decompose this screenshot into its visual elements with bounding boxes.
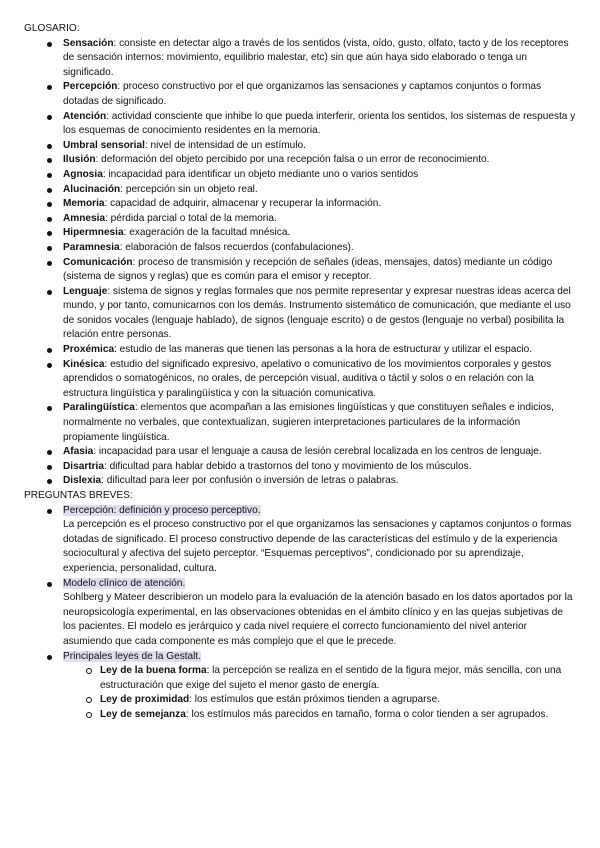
glosario-item: [24, 80, 576, 109]
glosario-term: Agnosia: [63, 168, 103, 180]
glosario-definition: : incapacidad para usar el lenguaje a causa de lesión cerebral localizada en los centros de lenguaje.: [93, 446, 542, 458]
glosario-item: [24, 445, 576, 460]
glosario-term: Alucinación: [63, 183, 121, 195]
glosario-item: [24, 139, 576, 154]
glosario-item: [24, 110, 576, 139]
gestalt-law-term: Ley de semejanza: [100, 708, 186, 720]
glosario-term: Hipermnesia: [63, 227, 124, 239]
glosario-definition: : elaboración de falsos recuerdos (confabulaciones).: [119, 241, 354, 253]
preguntas-heading: PREGUNTAS BREVES:: [24, 490, 133, 501]
glosario-term: Amnesia: [63, 212, 106, 224]
glosario-term: Afasia: [63, 446, 94, 458]
glosario-definition: : estudio de las maneras que tienen las personas a la hora de estructurar y utilizar el espacio.: [114, 344, 533, 356]
glosario-term: Ilusión: [63, 154, 96, 166]
glosario-definition: : dificultad para leer por confusión o inversión de letras o palabras.: [101, 475, 399, 487]
glosario-term: Disartria: [63, 460, 104, 472]
glosario-definition: : proceso constructivo por el que organizamos las sensaciones y captamos conjuntos o formas dotadas de significado.: [63, 81, 542, 107]
glosario-item: [24, 358, 576, 402]
glosario-definition: : sistema de signos y reglas formales que nos permite representar y expresar nuestras ideas acerca del mundo, y por tanto, comunicarnos con los demás. Instrumento sistemático de comunicación, que mediante el uso de sonidos vocales (lenguaje hablado), de signos (lenguaje escrito) o de gestos (lenguaje no verbal) posibilita la relación entre personas.: [63, 285, 571, 341]
glosario-definition: : incapacidad para identificar un objeto mediante uno o varios sentidos: [102, 168, 419, 180]
question-answer: La percepción es el proceso constructivo por el que organizamos las sensaciones y captamos conjuntos o formas dotadas de significado. El proceso constructivo depende de las características del estímulo y de la experiencia sociocultural y afectiva del sujeto perceptor. “Esquemas perceptivos”, condicionado por su aprendizaje, experiencia, personalidad, cultura.: [63, 519, 572, 574]
question-title: Modelo clínico de atención.: [63, 577, 186, 589]
glosario-definition: : proceso de transmisión y recepción de señales (ideas, mensajes, datos) mediante un código (sistema de signos y reglas) que es común para el emisor y receptor.: [63, 256, 553, 283]
glosario-term: Paramnesia: [63, 241, 120, 253]
gestalt-law-definition: : la percepción se realiza en el sentido de la figura mejor, más sencilla, con una estructuración que exige del sujeto el menor gasto de energía.: [100, 665, 562, 691]
glosario-term: Lenguaje: [63, 285, 108, 297]
glosario-definition: : percepción sin un objeto real.: [120, 183, 258, 195]
glosario-item: [24, 256, 576, 285]
glosario-definition: : dificultad para hablar debido a trastornos del tono y movimiento de los músculos.: [103, 460, 472, 472]
glosario-term: Dislexia: [63, 475, 102, 487]
glosario-item: [24, 241, 576, 256]
glosario-list: [24, 37, 576, 489]
question-answer: Sohlberg y Mateer describieron un modelo para la evaluación de la atención basado en los datos aportados por la neuropsicología experimental, en las observaciones obtenidas en el ámbito clínico y en las quejas subjetivas de los pacientes. El modelo es jerárquico y cada nivel requiere el correcto funcionamiento del nivel anterior asumiendo que cada componente es más complejo que el que le precede.: [63, 592, 573, 647]
gestalt-law-term: Ley de la buena forma: [100, 665, 207, 677]
glosario-definition: : capacidad de adquirir, almacenar y recuperar la información.: [104, 198, 382, 210]
glosario-definition: : elementos que acompañan a las emisiones lingüísticas y que constituyen señales e indicios, normalmente no verbales, que contextualizan, sugieren interpretaciones particulares de la información propiamente lingüística.: [63, 402, 554, 443]
glosario-item: [24, 183, 576, 198]
glosario-item: [24, 460, 576, 475]
glosario-definition: : exageración de la facultad mnésica.: [123, 227, 291, 239]
glosario-item: [24, 226, 576, 241]
gestalt-law-item: [24, 708, 576, 723]
glosario-term: Sensación: [63, 37, 114, 49]
glosario-term: Umbral sensorial: [63, 139, 145, 151]
question-item: [24, 650, 576, 665]
glosario-term: Memoria: [63, 198, 105, 210]
gestalt-law-definition: : los estímulos más parecidos en tamaño, forma o color tienden a ser agrupados.: [185, 708, 549, 720]
glosario-item: [24, 168, 576, 183]
question-item: [24, 577, 576, 650]
gestalt-law-definition: : los estímulos que están próximos tienden a agruparse.: [189, 694, 440, 706]
glosario-definition: : deformación del objeto percibido por una recepción falsa o un error de reconocimiento.: [95, 154, 490, 166]
glosario-definition: : actividad consciente que inhibe lo que pueda interferir, orienta los sentidos, los sistemas de respuesta y los esquemas de conocimiento residentes en la memoria.: [63, 110, 576, 137]
glosario-term: Proxémica: [63, 344, 115, 356]
question-item: [24, 504, 576, 577]
glosario-definition: : consiste en detectar algo a través de los sentidos (vista, oído, gusto, olfato, tacto y de los receptores de sensación internos: movimiento, equilibrio malestar, etc) sin que aún haya sido elaborado o tenga un significado.: [63, 37, 569, 78]
glosario-item: [24, 474, 576, 489]
glosario-term: Comunicación: [63, 256, 133, 268]
glosario-term: Atención: [63, 110, 107, 122]
question-title: Percepción: definición y proceso perceptivo.: [63, 504, 261, 516]
glosario-definition: : pérdida parcial o total de la memoria.: [105, 212, 277, 224]
gestalt-law-item: [24, 693, 576, 708]
glosario-definition: : nivel de intensidad de un estímulo.: [144, 139, 306, 151]
glosario-item: [24, 153, 576, 168]
glosario-item: [24, 285, 576, 343]
glosario-term: Paralingüística: [63, 402, 135, 414]
glosario-item: [24, 343, 576, 358]
glosario-item: [24, 401, 576, 445]
gestalt-law-term: Ley de proximidad: [100, 694, 190, 706]
glosario-item: [24, 197, 576, 212]
glosario-term: Kinésica: [63, 358, 105, 370]
glosario-item: [24, 212, 576, 227]
glosario-heading: GLOSARIO:: [24, 23, 80, 34]
question-title: Principales leyes de la Gestalt.: [63, 650, 202, 662]
gestalt-law-item: [24, 664, 576, 693]
glosario-definition: : estudio del significado expresivo, apelativo o comunicativo de los movimientos corporales y gestos aprendidos o somatogénicos, no orales, de percepción visual, auditiva o táctil y solos o en relación con la estructura lingüística y paralingüística y con la situación comunicativa.: [63, 358, 552, 399]
gestalt-laws-list: [24, 664, 576, 722]
glosario-term: Percepción: [63, 81, 118, 93]
glosario-item: [24, 37, 576, 81]
